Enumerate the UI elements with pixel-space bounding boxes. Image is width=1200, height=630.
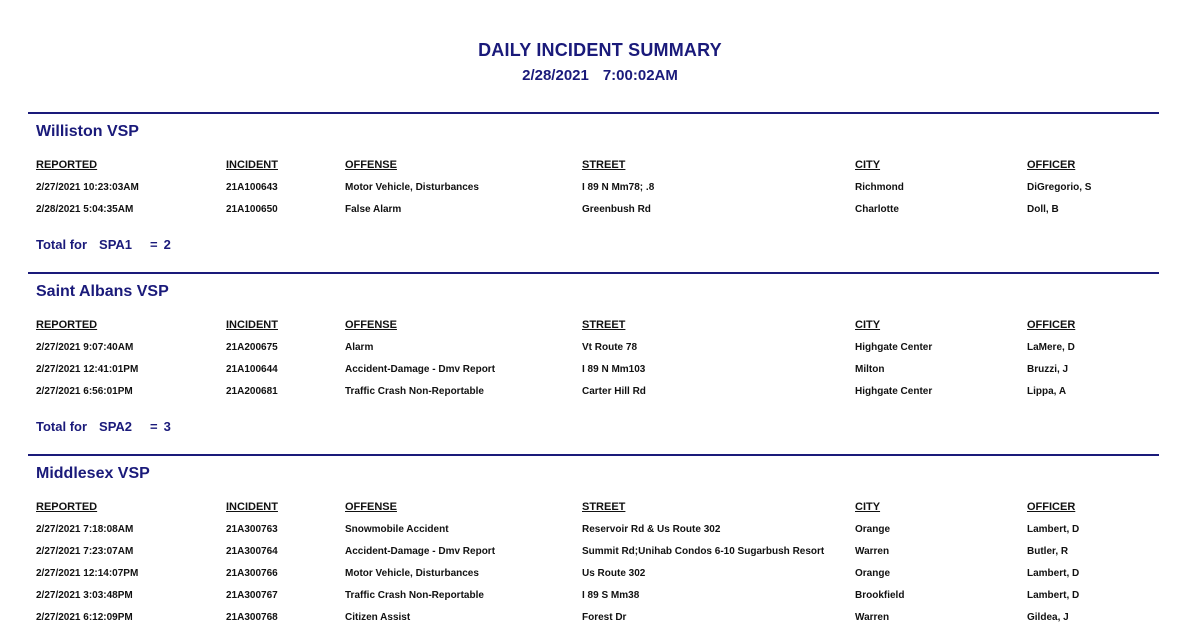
cell-street: Vt Route 78 [582,342,638,353]
report-date: 2/28/2021 [522,67,589,84]
cell-reported: 2/27/2021 7:18:08AM [36,524,134,535]
col-header-reported: REPORTED [36,319,98,331]
col-header-offense: OFFENSE [345,159,397,171]
section-middlesex [28,454,1159,630]
report-time: 7:00:02AM [602,67,678,84]
cell-reported: 2/27/2021 10:23:03AM [36,182,139,193]
col-header-officer: OFFICER [1027,159,1076,171]
table-row [28,612,1159,626]
table-row [28,364,1159,378]
table-row [28,546,1159,560]
table-row [28,524,1159,538]
col-header-city: CITY [855,319,881,331]
cell-reported: 2/27/2021 6:12:09PM [36,612,133,623]
cell-street: Reservoir Rd & Us Route 302 [582,524,721,535]
col-header-city: CITY [855,501,881,513]
total-count: 3 [163,419,171,434]
cell-incident: 21A100643 [226,182,278,193]
col-header-incident: INCIDENT [226,501,278,513]
col-header-offense: OFFENSE [345,319,397,331]
column-header-row [28,159,1159,173]
total-label: Total for [36,237,88,252]
section-williston [28,112,1159,262]
cell-city: Orange [855,524,891,535]
cell-reported: 2/27/2021 7:23:07AM [36,546,134,557]
table-row [28,342,1159,356]
cell-city: Orange [855,568,891,579]
col-header-officer: OFFICER [1027,501,1076,513]
section-title: Williston VSP [36,123,139,140]
total-equals: = [150,237,158,252]
column-header-row [28,501,1159,515]
cell-city: Highgate Center [855,342,933,353]
cell-street: I 89 N Mm78; .8 [582,182,655,193]
cell-officer: LaMere, D [1027,342,1075,353]
cell-officer: Doll, B [1027,204,1059,215]
cell-incident: 21A200681 [226,386,278,397]
cell-city: Warren [855,546,890,557]
column-header-row [28,319,1159,333]
col-header-reported: REPORTED [36,501,98,513]
col-header-reported: REPORTED [36,159,98,171]
total-equals: = [150,419,158,434]
cell-offense: Citizen Assist [345,612,411,623]
cell-city: Charlotte [855,204,899,215]
section-divider [28,454,1159,456]
section-divider [28,112,1159,114]
cell-officer: Butler, R [1027,546,1069,557]
col-header-incident: INCIDENT [226,159,278,171]
cell-officer: Lambert, D [1027,568,1080,579]
table-row [28,386,1159,400]
section-divider [28,272,1159,274]
table-row [28,590,1159,604]
table-row [28,182,1159,196]
cell-incident: 21A300764 [226,546,278,557]
cell-incident: 21A300767 [226,590,278,601]
cell-street: Forest Dr [582,612,627,623]
cell-offense: Accident-Damage - Dmv Report [345,364,496,375]
cell-city: Richmond [855,182,904,193]
cell-city: Highgate Center [855,386,933,397]
section-title: Saint Albans VSP [36,283,169,300]
cell-street: Us Route 302 [582,568,646,579]
table-row [28,568,1159,582]
cell-officer: Lambert, D [1027,590,1080,601]
cell-officer: DiGregorio, S [1027,182,1092,193]
cell-reported: 2/27/2021 12:41:01PM [36,364,139,375]
report-datetime [0,67,1200,84]
cell-offense: Motor Vehicle, Disturbances [345,182,479,193]
cell-offense: Motor Vehicle, Disturbances [345,568,479,579]
cell-incident: 21A300763 [226,524,278,535]
cell-offense: False Alarm [345,204,402,215]
section-total [36,419,171,434]
cell-incident: 21A100650 [226,204,278,215]
cell-reported: 2/27/2021 6:56:01PM [36,386,133,397]
total-code: SPA2 [99,419,133,434]
col-header-street: STREET [582,319,626,331]
cell-incident: 21A100644 [226,364,278,375]
cell-reported: 2/27/2021 9:07:40AM [36,342,134,353]
total-code: SPA1 [99,237,133,252]
table-row [28,204,1159,218]
cell-incident: 21A300766 [226,568,278,579]
col-header-street: STREET [582,159,626,171]
cell-offense: Accident-Damage - Dmv Report [345,546,496,557]
cell-officer: Gildea, J [1027,612,1069,623]
cell-city: Warren [855,612,890,623]
cell-city: Brookfield [855,590,905,601]
col-header-city: CITY [855,159,881,171]
cell-officer: Lippa, A [1027,386,1067,397]
col-header-street: STREET [582,501,626,513]
report-title: DAILY INCIDENT SUMMARY [478,40,722,60]
col-header-offense: OFFENSE [345,501,397,513]
col-header-incident: INCIDENT [226,319,278,331]
cell-reported: 2/27/2021 3:03:48PM [36,590,133,601]
cell-street: I 89 S Mm38 [582,590,640,601]
cell-officer: Bruzzi, J [1027,364,1069,375]
total-label: Total for [36,419,88,434]
total-count: 2 [163,237,171,252]
cell-reported: 2/28/2021 5:04:35AM [36,204,134,215]
cell-street: I 89 N Mm103 [582,364,646,375]
cell-reported: 2/27/2021 12:14:07PM [36,568,139,579]
cell-offense: Traffic Crash Non-Reportable [345,386,484,397]
cell-offense: Snowmobile Accident [345,524,449,535]
cell-city: Milton [855,364,885,375]
cell-street: Greenbush Rd [582,204,651,215]
cell-street: Carter Hill Rd [582,386,646,397]
cell-offense: Traffic Crash Non-Reportable [345,590,484,601]
section-saint-albans [28,272,1159,452]
cell-incident: 21A300768 [226,612,278,623]
cell-incident: 21A200675 [226,342,278,353]
col-header-officer: OFFICER [1027,319,1076,331]
section-title: Middlesex VSP [36,465,150,482]
cell-street: Summit Rd;Unihab Condos 6-10 Sugarbush Resort [582,546,825,557]
cell-offense: Alarm [345,342,374,353]
section-total [36,237,171,252]
cell-officer: Lambert, D [1027,524,1080,535]
